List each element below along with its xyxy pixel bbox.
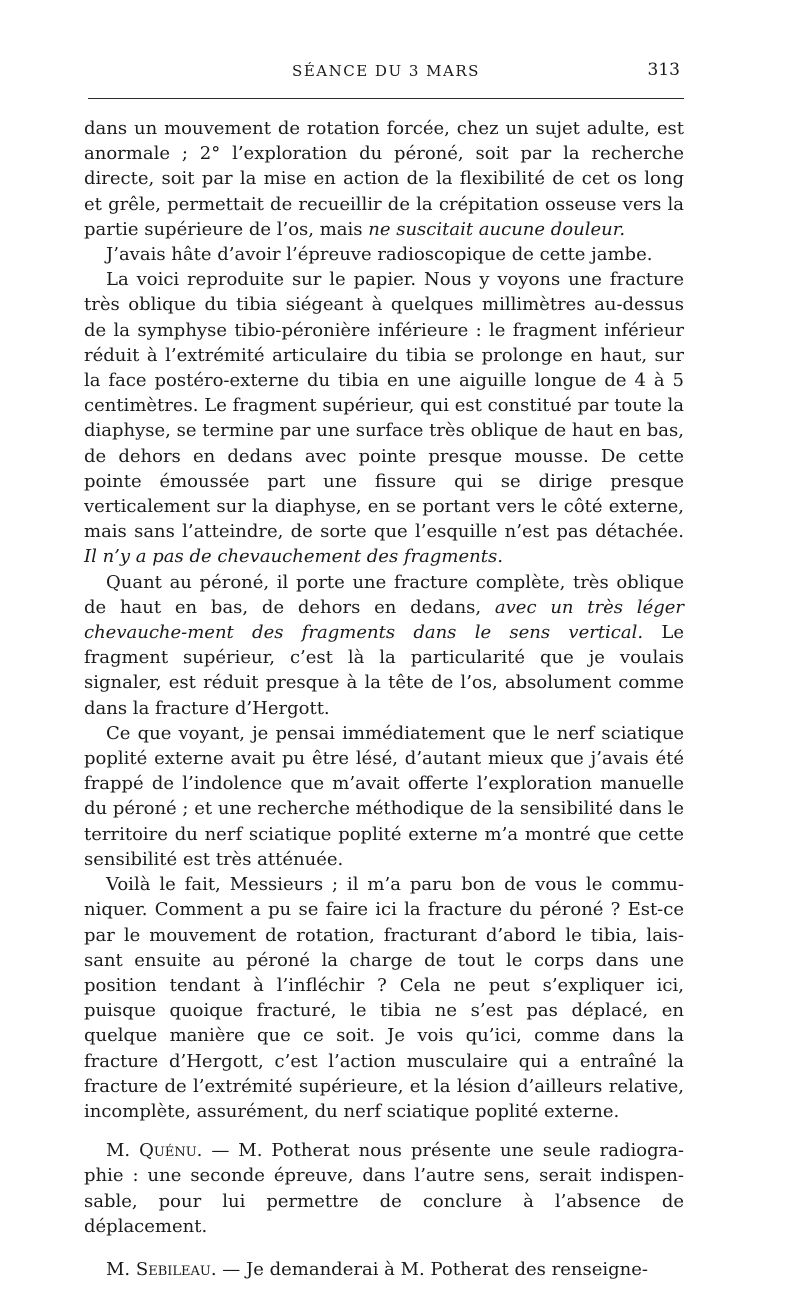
paragraph xyxy=(84,267,684,569)
page-header xyxy=(88,58,684,88)
paragraph xyxy=(84,872,684,1124)
paragraph xyxy=(84,242,684,267)
page-number: 313 xyxy=(647,60,680,80)
text-run: . — Je demanderai à M. Potherat des renseigne- xyxy=(210,1258,648,1280)
running-head: SÉANCE DU 3 MARS xyxy=(292,62,480,80)
speaker-paragraph xyxy=(84,1257,684,1282)
paragraph xyxy=(84,116,684,242)
text-run: M. xyxy=(106,1258,136,1280)
text-run: Le fragment supérieur, c’est là la particularité que je voulais signaler, est réduit presque à la tête de l’os, absolument comme dans la fracture d’Hergott. xyxy=(84,622,684,719)
text-run: dans un mouvement de rotation forcée, chez un sujet adulte, est anormale ; 2° l’exploration du péroné, soit par la recherche directe, soit par la mise en action de la flexibilité de cet os long et grêle, permettait de recueillir de la crépitation osseuse vers la partie supérieure de l’os, mais xyxy=(84,118,684,240)
paragraph xyxy=(84,570,684,721)
speaker-name: Quénu xyxy=(139,1140,197,1162)
text-run: M. xyxy=(106,1140,140,1162)
body-text xyxy=(84,116,684,1282)
speaker-name: Sebileau xyxy=(135,1258,211,1280)
text-run: J’avais hâte d’avoir l’épreuve radioscopique de cette jambe. xyxy=(106,244,653,266)
speaker-paragraph xyxy=(84,1138,684,1239)
text-run: Voilà le fait, Messieurs ; il m’a paru bon de vous le commu-niquer. Comment a pu se faire ici la fracture du péroné ? Est-ce par le mouvement de rotation, fracturant d’abord le tibia, lais-sant ensuite au péroné la charge de tout le corps dans une position tendant à l’infléchir ? Cela ne peut s’expliquer ici, puisque quoique fracturé, le tibia ne s’est pas déplacé, en quelque manière que ce soit. Je vois qu’ici, comme dans la fracture d’Hergott, c’est l’action musculaire qui a entraîné la fracture de l’extrémité supérieure, et la lésion d’ailleurs relative, incomplète, assurément, du nerf sciatique poplité externe. xyxy=(84,874,684,1122)
italic-text: ne suscitait aucune douleur. xyxy=(368,218,626,240)
text-run: . — M. Potherat nous présente une seule radiogra-phie : une seconde épreuve, dans l’autre sens, serait indispen-sable, pour lui permettre de conclure à l’absence de déplacement. xyxy=(84,1140,685,1237)
italic-text: Il n’y a pas de chevauchement des fragments. xyxy=(84,546,503,568)
text-run: La voici reproduite sur le papier. Nous y voyons une fracture très oblique du tibia siégeant à quelques millimètres au-dessus de la symphyse tibio-péronière inférieure : le fragment inférieur réduit à l’extrémité articulaire du tibia se prolonge en haut, sur la face postéro-externe du tibia en une aiguille longue de 4 à 5 centimètres. Le fragment supérieur, qui est constitué par toute la diaphyse, se termine par une surface très oblique de haut en bas, de dehors en dedans avec pointe presque mousse. De cette pointe émoussée part une fissure qui se dirige presque verticalement sur la diaphyse, en se portant vers le côté externe, mais sans l’atteindre, de sorte que l’esquille n’est pas détachée. xyxy=(84,269,684,543)
text-run: Quant au péroné, il porte une fracture complète, très oblique de haut en bas, de dehors en dedans, xyxy=(84,571,684,618)
text-run: Ce que voyant, je pensai immédiatement que le nerf sciatique poplité externe avait pu être lésé, d’autant mieux que j’avais été frappé de l’indolence que m’avait offerte l’exploration manuelle du péroné ; et une recherche méthodique de la sensibilité dans le territoire du nerf sciatique poplité externe m’a montré que cette sensibilité est très atténuée. xyxy=(84,722,684,870)
header-rule xyxy=(88,98,684,99)
paragraph xyxy=(84,721,684,872)
italic-text: avec un très léger chevauche-ment des fragments dans le sens vertical. xyxy=(84,596,684,644)
